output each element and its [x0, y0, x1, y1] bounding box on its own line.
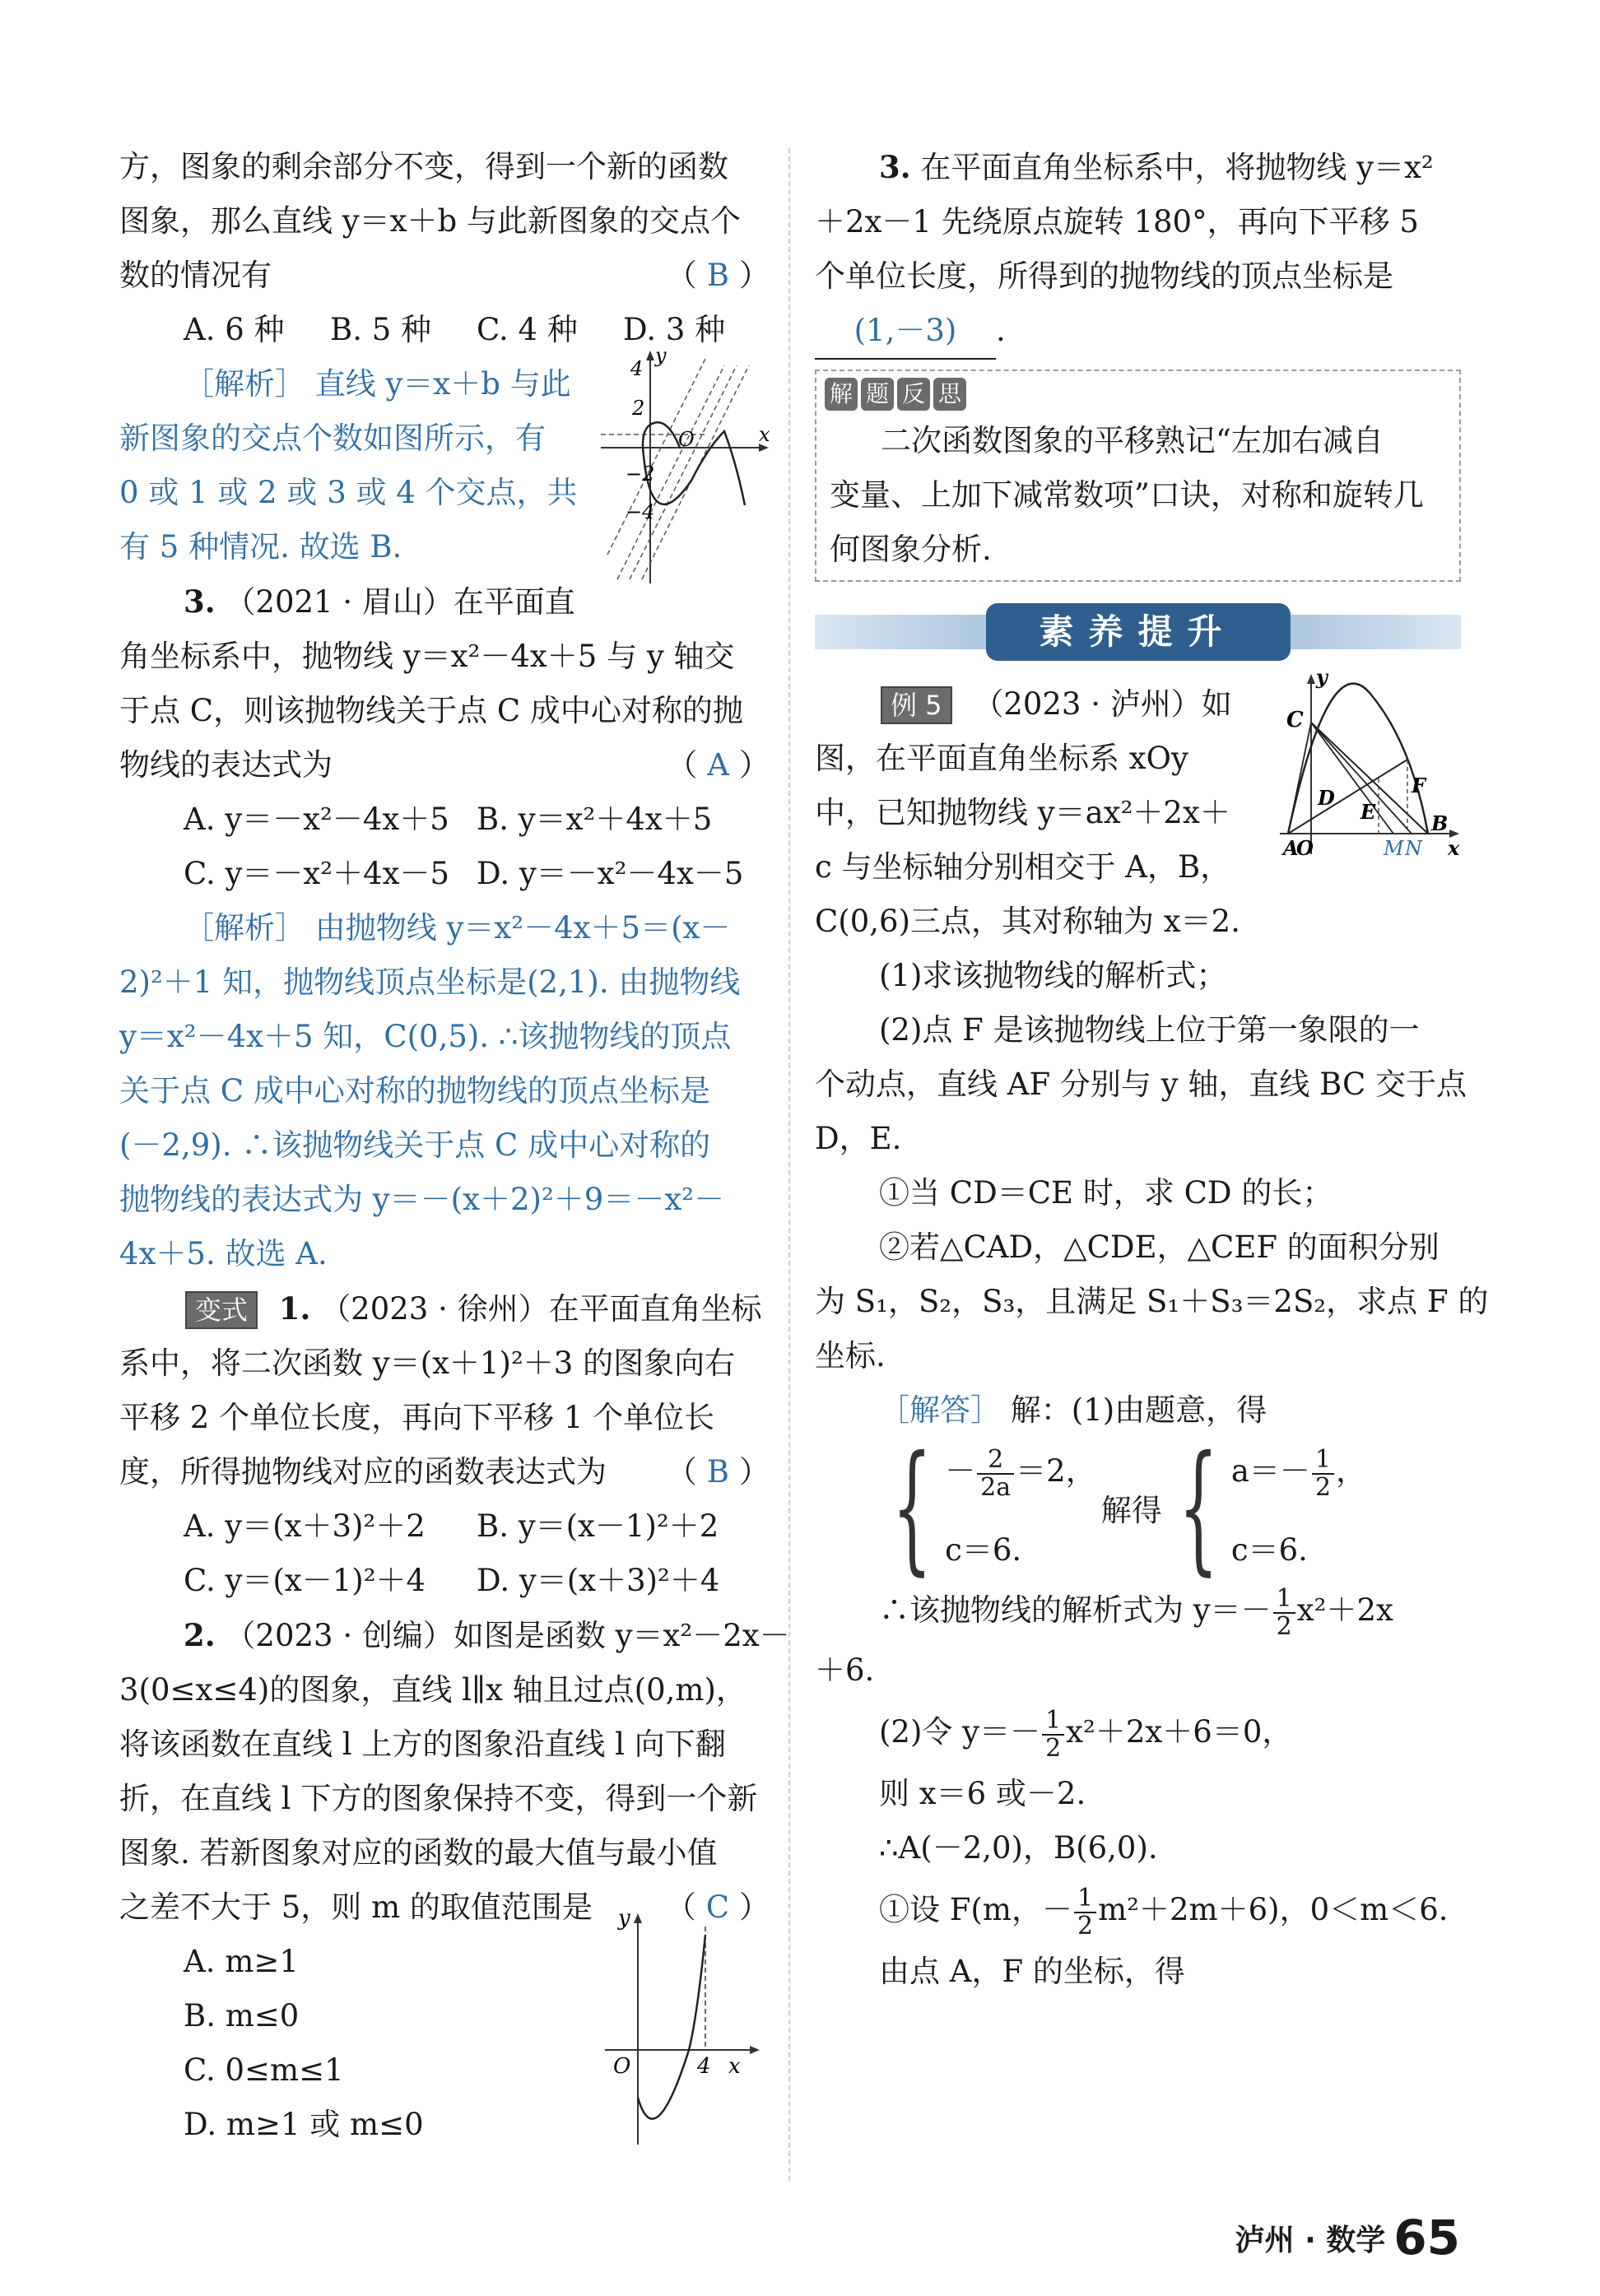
- tick-label: −2: [626, 462, 655, 486]
- y-axis-arrow: [1307, 674, 1315, 684]
- option-c: C. y＝(x－1)²＋4: [184, 1563, 426, 1598]
- point-label-d: D: [1318, 786, 1335, 810]
- point-label-b: B: [1431, 811, 1449, 835]
- analysis-tag: ［解析］: [184, 910, 305, 946]
- option-c: C. 0≤m≤1: [184, 2052, 344, 2088]
- text-line: ②若△CAD，△CDE，△CEF 的面积分别: [879, 1229, 1440, 1265]
- axis-label-y: y: [1316, 669, 1328, 689]
- text-span: ＝2，: [1016, 1453, 1096, 1489]
- point-label-c: C: [1286, 708, 1304, 732]
- text-line: ∴A(－2,0)，B(6,0).: [879, 1830, 1158, 1866]
- solution-tag: ［解答］: [879, 1392, 1001, 1428]
- text-line: [119, 738, 770, 792]
- text-span: x²＋2x＋6＝0，: [1066, 1714, 1293, 1750]
- text-span: 之差不大于 5，则 m 的取值范围是: [119, 1889, 593, 1925]
- title-char: 反: [897, 378, 930, 411]
- text-line: ＋6.: [815, 1652, 875, 1688]
- text-line: 4x＋5. 故选 A.: [119, 1236, 328, 1271]
- text-line: [119, 901, 770, 955]
- text-line: 变量、上加下减常数项”口诀，对称和旋转几: [830, 477, 1424, 513]
- text-line: 图，在平面直角坐标系 xOy: [815, 741, 1188, 776]
- option-c: C. 4 种: [477, 312, 578, 347]
- option-d: D. y＝－x²－4x－5: [477, 856, 744, 891]
- system-row: [1231, 1446, 1366, 1501]
- example-block: [815, 669, 1461, 949]
- point-label-e: E: [1360, 800, 1376, 824]
- tick-label: 2: [632, 397, 645, 420]
- figure-parabola-abc: [1272, 669, 1463, 867]
- y-axis-arrow: [646, 351, 654, 360]
- column-divider: [788, 148, 790, 2181]
- answer-bracket: （ C ）: [665, 1889, 770, 1925]
- question-number: 3.: [879, 149, 911, 185]
- option-d: D. m≥1 或 m≤0: [184, 2107, 424, 2142]
- text-line: ①当 CD＝CE 时，求 CD 的长；: [879, 1175, 1333, 1211]
- x-axis-arrow: [750, 2046, 760, 2054]
- text-span: 在平面直角坐标系中，将抛物线 y＝x²: [920, 150, 1434, 185]
- numerator: 1: [1312, 1447, 1334, 1475]
- left-brace: {: [1178, 1426, 1219, 1589]
- options-with-figure: [119, 1910, 770, 2152]
- text-line: 3(0≤x≤4)的图象，直线 l∥x 轴且过点(0,m)，: [119, 1672, 747, 1708]
- curve: [643, 422, 680, 456]
- numerator: 1: [1273, 1586, 1295, 1614]
- point-label-a: A: [1283, 836, 1299, 860]
- answer-letter: B: [706, 258, 729, 293]
- right-column: [815, 140, 1489, 1999]
- text-line: (－2,9). ∴该抛物线关于点 C 成中心对称的: [119, 1127, 711, 1163]
- reflection-box: [815, 369, 1461, 582]
- text-span: ①设 F(m，－: [879, 1892, 1072, 1927]
- system-rows: [1231, 1446, 1366, 1569]
- text-line: 平移 2 个单位长度，再向下平移 1 个单位长: [119, 1400, 715, 1435]
- fraction: [1042, 1705, 1064, 1763]
- options-row: [119, 847, 770, 901]
- text-span: （2023 · 徐州）在平面直角坐标: [320, 1291, 762, 1327]
- text-span: x²＋2x: [1296, 1592, 1393, 1628]
- text-span: 由抛物线 y＝x²－4x＋5＝(x－: [314, 910, 731, 946]
- text-line: 0 或 1 或 2 或 3 或 4 个交点，共: [119, 475, 578, 510]
- denominator: 2a: [980, 1472, 1012, 1502]
- option-d: D. y＝(x＋3)²＋4: [477, 1563, 720, 1598]
- question-number: 2.: [184, 1617, 216, 1653]
- options-row: [119, 1499, 770, 1554]
- text-span: （2023 · 泸州）如: [973, 686, 1232, 722]
- system-row: c＝6.: [1230, 1532, 1308, 1568]
- text-line: 个单位长度，所得到的抛物线的顶点坐标是: [815, 258, 1393, 294]
- fraction: [1273, 1583, 1295, 1641]
- axis-label-x: x: [1448, 836, 1460, 860]
- text-line: ＋2x－1 先绕原点旋转 180°，再向下平移 5: [815, 204, 1419, 239]
- text-line: 折，在直线 l 下方的图象保持不变，得到一个新: [119, 1781, 758, 1816]
- text-line: [119, 1608, 790, 1663]
- point-label-m: M: [1384, 837, 1404, 860]
- point-label-n: N: [1405, 837, 1422, 860]
- text-line: (2)点 F 是该抛物线上位于第一象限的一: [879, 1012, 1420, 1048]
- line-ac: [1288, 723, 1311, 834]
- text-line: 角坐标系中，抛物线 y＝x²－4x＋5 与 y 轴交: [119, 639, 735, 674]
- left-brace: {: [891, 1426, 933, 1589]
- text-line: c 与坐标轴分别相交于 A，B，: [815, 849, 1231, 885]
- option-a: A. m≥1: [184, 1944, 299, 1979]
- text-line: C(0,6)三点，其对称轴为 x＝2.: [815, 904, 1240, 939]
- text-line: [815, 1698, 1461, 1767]
- option-c: C. y＝－x²＋4x－5: [184, 856, 450, 891]
- text-line: 何图象分析.: [830, 532, 992, 567]
- question-number: 3.: [184, 583, 216, 620]
- footer-text: 泸州 · 数学: [1235, 2223, 1386, 2257]
- section-banner: [815, 603, 1461, 661]
- y-axis-arrow: [634, 1913, 642, 1923]
- banner-title: 素养提升: [986, 603, 1291, 661]
- answer-letter: B: [706, 1454, 729, 1490]
- option-a: A. 6 种: [184, 312, 285, 347]
- answer-bracket: （ B ）: [666, 1454, 770, 1490]
- text-line: [119, 574, 770, 630]
- option-a: A. y＝(x＋3)²＋2: [184, 1508, 426, 1544]
- text-line: 系中，将二次函数 y＝(x＋1)²＋3 的图象向右: [119, 1346, 736, 1381]
- text-line: 图象. 若新图象对应的函数的最大值与最小值: [119, 1835, 718, 1871]
- numerator: 2: [977, 1447, 1014, 1475]
- option-b: B. y＝(x－1)²＋2: [477, 1508, 719, 1544]
- parabola-curve: [1288, 684, 1428, 834]
- numerator: 1: [1074, 1885, 1096, 1913]
- title-char: 思: [933, 378, 966, 411]
- options-row: [119, 1554, 770, 1608]
- title-char: 解: [825, 378, 858, 411]
- text-span: m²＋2m＋6)，0＜m＜6.: [1098, 1892, 1449, 1927]
- text-line: [815, 304, 1461, 360]
- text-line: (1)求该抛物线的解析式；: [879, 958, 1227, 993]
- line-cm: [1311, 723, 1393, 834]
- tick-label: 4: [630, 357, 644, 380]
- text-span: 直线 y＝x＋b 与此: [314, 366, 571, 402]
- axis-label-x: x: [728, 2054, 741, 2079]
- text-line: 图象，那么直线 y＝x＋b 与此新图象的交点个: [119, 203, 741, 239]
- text-line: 则 x＝6 或－2.: [879, 1776, 1086, 1811]
- text-line: [119, 1445, 770, 1499]
- question-number: 1.: [278, 1290, 311, 1327]
- figure-parabola-graph: [605, 1910, 770, 2149]
- text-line: 由点 A，F 的坐标，得: [879, 1954, 1185, 1989]
- text-span: （2023 · 创编）如图是函数 y＝x²－2x－: [225, 1618, 790, 1653]
- denominator: 2: [1045, 1733, 1062, 1763]
- text-line: [815, 140, 1461, 195]
- text-span: 解：(1)由题意，得: [1010, 1392, 1267, 1428]
- system-row: [945, 1446, 1096, 1501]
- answer-letter: C: [705, 1889, 729, 1925]
- figure-dashed-lines-graph: [601, 349, 774, 588]
- text-line: [119, 1281, 770, 1336]
- text-span: ∴该抛物线的解析式为 y＝－: [879, 1592, 1272, 1628]
- numerator: 1: [1042, 1708, 1064, 1736]
- text-span: 解得: [1100, 1493, 1162, 1528]
- options-row: [119, 792, 770, 847]
- fraction: [977, 1444, 1014, 1502]
- text-span: 度，所得抛物线对应的函数表达式为: [119, 1454, 607, 1490]
- system-row: c＝6.: [945, 1532, 1022, 1568]
- tick-label: −4: [626, 500, 655, 523]
- analysis-block-1: [119, 349, 770, 574]
- text-span: .: [996, 313, 1006, 348]
- text-line: 2)²＋1 知，抛物线顶点坐标是(2,1). 由抛物线: [119, 964, 741, 1000]
- answer-bracket: （ B ）: [666, 258, 770, 293]
- option-b: B. m≤0: [184, 1998, 300, 2033]
- reflection-title: [825, 378, 1446, 411]
- text-line: 坐标.: [815, 1338, 886, 1373]
- denominator: 2: [1314, 1472, 1332, 1502]
- option-a: A. y＝－x²－4x＋5: [184, 802, 449, 837]
- answer-blank: (1,－3): [815, 304, 996, 360]
- variant-tag: 变式: [185, 1291, 258, 1329]
- text-line: 为 S₁，S₂，S₃，且满足 S₁＋S₃＝2S₂，求点 F 的: [815, 1284, 1489, 1319]
- text-line: [815, 1578, 1461, 1643]
- text-span: (2)令 y＝－: [879, 1714, 1041, 1750]
- option-d: D. 3 种: [623, 312, 726, 347]
- text-span: a＝－: [1230, 1453, 1310, 1489]
- text-line: y＝x²－4x＋5 知，C(0,5). ∴该抛物线的顶点: [119, 1019, 732, 1054]
- title-char: 题: [861, 378, 894, 411]
- text-span: （2021 · 眉山）在平面直: [225, 584, 575, 620]
- fraction: [1074, 1885, 1096, 1940]
- analysis-tag: ［解析］: [184, 366, 305, 402]
- page-footer: [1235, 2210, 1460, 2266]
- fraction: [1312, 1444, 1334, 1502]
- text-line: [815, 1875, 1461, 1945]
- origin-label: O: [678, 428, 695, 451]
- text-span: 数的情况有: [119, 258, 272, 293]
- system-rows: [945, 1446, 1096, 1569]
- answer-letter: A: [707, 747, 729, 783]
- axis-label-x: x: [759, 423, 770, 446]
- text-span: 物线的表达式为: [119, 747, 333, 783]
- text-span: ，: [1336, 1453, 1367, 1489]
- denominator: 2: [1276, 1611, 1292, 1641]
- axis-label-y: y: [655, 349, 667, 367]
- text-line: 中，已知抛物线 y＝ax²＋2x＋: [815, 795, 1230, 830]
- point-label-f: F: [1412, 774, 1426, 797]
- page-number: 65: [1393, 2210, 1460, 2266]
- text-line: 个动点，直线 AF 分别与 y 轴，直线 BC 交于点: [815, 1067, 1467, 1102]
- text-line: 关于点 C 成中心对称的抛物线的顶点坐标是: [119, 1073, 710, 1108]
- text-line: 将该函数在直线 l 上方的图象沿直线 l 向下翻: [119, 1727, 726, 1762]
- option-b: B. 5 种: [330, 312, 432, 347]
- text-line: 于点 C，则该抛物线关于点 C 成中心对称的抛: [119, 693, 743, 728]
- text-line: 二次函数图象的平移熟记“左加右减自: [881, 423, 1384, 458]
- text-line: 新图象的交点个数如图所示，有: [119, 421, 546, 456]
- equation-systems: [879, 1426, 1461, 1589]
- text-span: －: [945, 1453, 976, 1489]
- text-line: [119, 249, 770, 303]
- text-line: 有 5 种情况. 故选 B.: [119, 529, 402, 565]
- example-tag: 例 5: [881, 686, 952, 724]
- text-line: 抛物线的表达式为 y＝－(x＋2)²＋9＝－x²－: [119, 1182, 725, 1217]
- text-line: D，E.: [815, 1121, 902, 1156]
- origin-label: O: [1296, 836, 1314, 860]
- option-b: B. y＝x²＋4x＋5: [477, 802, 713, 837]
- tick-label: 4: [697, 2054, 711, 2079]
- text-line: 方，图象的剩余部分不变，得到一个新的函数: [119, 149, 728, 184]
- denominator: 2: [1077, 1911, 1094, 1940]
- answer-bracket: （ A ）: [667, 747, 770, 783]
- parabola-curve: [638, 1935, 705, 2119]
- origin-label: O: [613, 2054, 631, 2079]
- axis-label-y: y: [618, 1910, 630, 1931]
- left-column: [119, 140, 790, 2152]
